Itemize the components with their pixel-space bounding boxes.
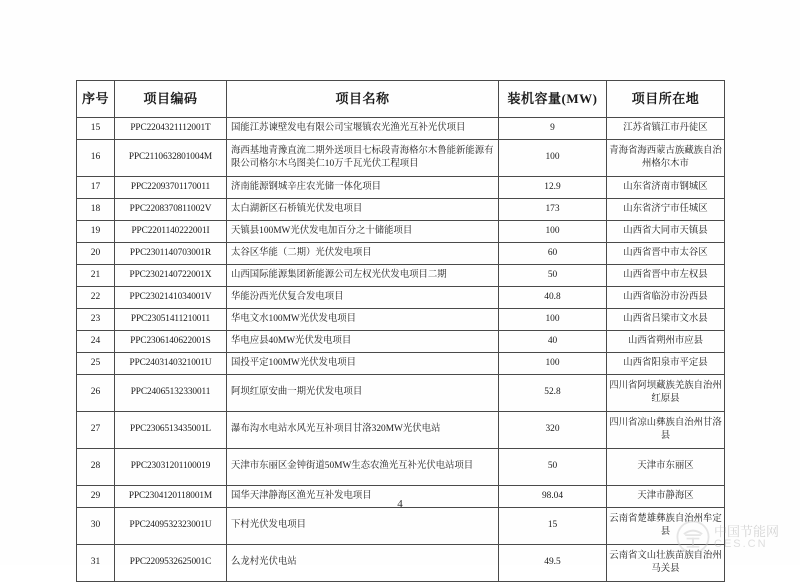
cell-project-name: 济南能源钢城辛庄农光储一体化项目 [227,177,499,199]
cell-project-name: 天镇县100MW光伏发电加百分之十储能项目 [227,221,499,243]
cell-project-name: 瀑布沟水电站水风光互补项目甘洛320MW光伏电站 [227,412,499,449]
cell-index: 25 [77,353,115,375]
cell-location: 四川省阿坝藏族羌族自治州红原县 [607,375,725,412]
cell-project-name: 海西基地青豫直流二期外送项目七标段青海格尔木鲁能新能源有限公司格尔木乌图美仁10万千瓦光伏工程项目 [227,140,499,177]
cell-capacity: 173 [499,199,607,221]
table-row [77,221,725,243]
cell-project-name: 下村光伏发电项目 [227,508,499,545]
table-row [77,412,725,449]
cell-index: 23 [77,309,115,331]
cell-location: 青海省海西蒙古族藏族自治州格尔木市 [607,140,725,177]
cell-location: 山西省晋中市左权县 [607,265,725,287]
cell-index: 18 [77,199,115,221]
cell-location: 江苏省镇江市丹徒区 [607,118,725,140]
cell-project-code: PPC2208370811002V [115,199,227,221]
cell-capacity: 49.5 [499,545,607,582]
cell-project-code: PPC2304120118001M [115,486,227,508]
column-header-capacity: 装机容量(MW) [499,81,607,118]
table-row [77,265,725,287]
table-row [77,287,725,309]
cell-index: 17 [77,177,115,199]
column-header-code: 项目编码 [115,81,227,118]
cell-location: 山西省大同市天镇县 [607,221,725,243]
cell-capacity: 100 [499,140,607,177]
cell-index: 31 [77,545,115,582]
cell-index: 20 [77,243,115,265]
cell-location: 山西省吕梁市文水县 [607,309,725,331]
table-row [77,331,725,353]
cell-project-code: PPC2110632801004M [115,140,227,177]
cell-location: 云南省楚雄彝族自治州牟定县 [607,508,725,545]
cell-location: 山西省朔州市应县 [607,331,725,353]
cell-project-code: PPC2403140321001U [115,353,227,375]
cell-project-code: PPC2306140622001S [115,331,227,353]
cell-location: 山东省济南市钢城区 [607,177,725,199]
table-header-row [77,81,725,118]
cell-project-name: 国能江苏谏壁发电有限公司宝堰镇农光渔光互补光伏项目 [227,118,499,140]
cell-capacity: 15 [499,508,607,545]
cell-capacity: 100 [499,309,607,331]
cell-project-name: 么龙村光伏电站 [227,545,499,582]
table-row [77,177,725,199]
table-row [77,199,725,221]
cell-location: 云南省文山壮族苗族自治州马关县 [607,545,725,582]
cell-project-name: 阿坝红原安曲一期光伏发电项目 [227,375,499,412]
table-body [77,118,725,582]
cell-capacity: 40.8 [499,287,607,309]
cell-index: 29 [77,486,115,508]
cell-project-name: 国华天津静海区渔光互补发电项目 [227,486,499,508]
cell-capacity: 60 [499,243,607,265]
cell-project-name: 国投平定100MW光伏发电项目 [227,353,499,375]
watermark-text-en: CES.CN [714,537,768,550]
cell-project-name: 天津市东丽区金钟街道50MW生态农渔光互补光伏电站项目 [227,449,499,486]
cell-capacity: 100 [499,353,607,375]
cell-location: 山东省济宁市任城区 [607,199,725,221]
cell-project-code: PPC2302141034001V [115,287,227,309]
cell-project-code: PPC2302140722001X [115,265,227,287]
cell-project-name: 华电应县40MW光伏发电项目 [227,331,499,353]
page-number: 4 [397,498,403,510]
cell-capacity: 40 [499,331,607,353]
cell-index: 27 [77,412,115,449]
cell-project-name: 山西国际能源集团新能源公司左权光伏发电项目二期 [227,265,499,287]
cell-project-code: PPC2204321112001T [115,118,227,140]
cell-project-code: PPC2306513435001L [115,412,227,449]
cell-index: 22 [77,287,115,309]
cell-project-name: 华电文水100MW光伏发电项目 [227,309,499,331]
cell-location: 山西省阳泉市平定县 [607,353,725,375]
table-row [77,375,725,412]
cell-index: 26 [77,375,115,412]
table-row [77,353,725,375]
column-header-name: 项目名称 [227,81,499,118]
cell-location: 天津市东丽区 [607,449,725,486]
cell-capacity: 100 [499,221,607,243]
cell-project-code: PPC23051411210011 [115,309,227,331]
table-row [77,309,725,331]
table-row [77,118,725,140]
cell-index: 19 [77,221,115,243]
cell-capacity: 9 [499,118,607,140]
cell-project-name: 华能汾西光伏复合发电项目 [227,287,499,309]
cell-index: 28 [77,449,115,486]
table-row [77,508,725,545]
cell-index: 15 [77,118,115,140]
cell-capacity: 50 [499,265,607,287]
table-row [77,140,725,177]
cell-capacity: 52.8 [499,375,607,412]
cell-location: 山西省晋中市太谷区 [607,243,725,265]
cell-index: 30 [77,508,115,545]
cell-location: 天津市静海区 [607,486,725,508]
cell-project-code: PPC23031201100019 [115,449,227,486]
cell-project-name: 太谷区华能（二期）光伏发电项目 [227,243,499,265]
cell-capacity: 50 [499,449,607,486]
cell-location: 四川省凉山彝族自治州甘洛县 [607,412,725,449]
cell-capacity: 12.9 [499,177,607,199]
cell-project-name: 太白湖新区石桥镇光伏发电项目 [227,199,499,221]
cell-location: 山西省临汾市汾西县 [607,287,725,309]
cell-capacity: 320 [499,412,607,449]
cell-project-code: PPC2201140222001I [115,221,227,243]
watermark-text-cn: 中国节能网 [714,523,780,539]
table-row [77,545,725,582]
table-row [77,243,725,265]
cell-project-code: PPC2209532625001C [115,545,227,582]
cell-project-code: PPC2301140703001R [115,243,227,265]
column-header-location: 项目所在地 [607,81,725,118]
column-header-index: 序号 [77,81,115,118]
table-header [77,81,725,118]
cell-index: 21 [77,265,115,287]
cell-project-code: PPC22093701170011 [115,177,227,199]
cell-capacity: 98.04 [499,486,607,508]
cell-index: 16 [77,140,115,177]
cell-project-code: PPC2409532323001U [115,508,227,545]
cell-project-code: PPC24065132330011 [115,375,227,412]
cell-index: 24 [77,331,115,353]
table-row [77,449,725,486]
